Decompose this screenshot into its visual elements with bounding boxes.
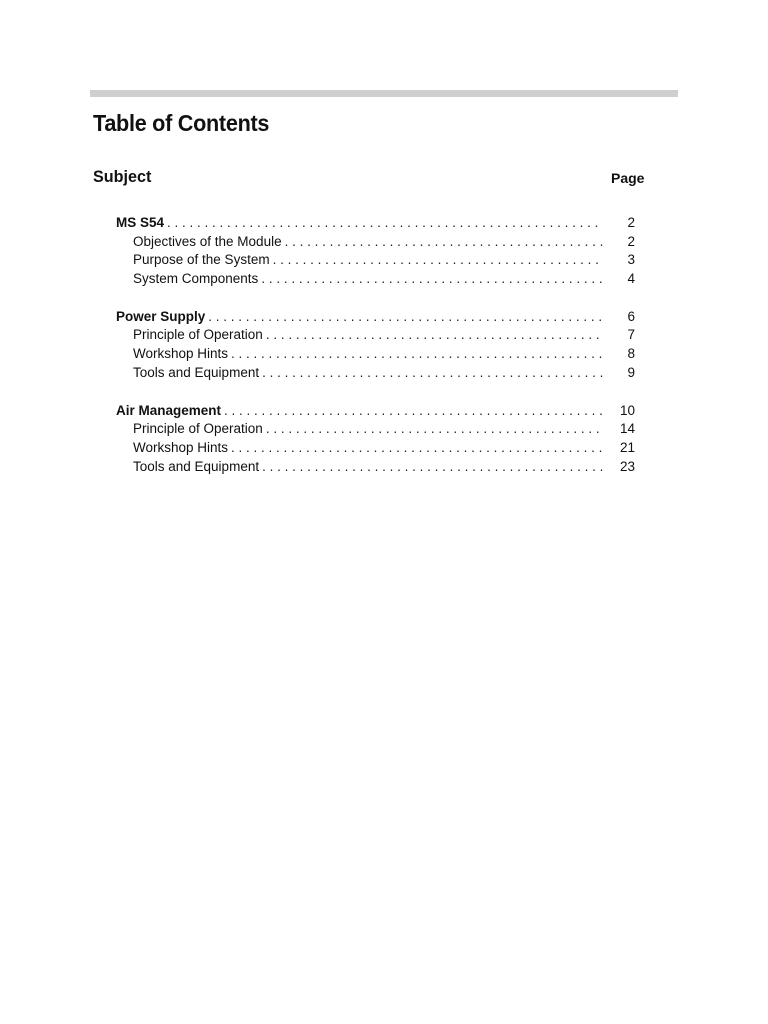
toc-entry-page: 2 [627,233,635,249]
table-of-contents [0,214,768,495]
toc-section-ms-s54 [0,214,768,289]
toc-entry-page: 9 [627,364,635,380]
toc-entry-label: Principle of Operation [133,421,263,437]
dot-leader [208,308,603,327]
dot-leader [266,326,603,345]
dot-leader [224,402,603,421]
toc-entry[interactable] [0,270,768,289]
toc-entry-label: Purpose of the System [133,252,270,268]
toc-entry[interactable] [0,308,768,327]
toc-entry[interactable] [0,345,768,364]
toc-entry-label: Air Management [116,402,222,418]
toc-entry[interactable] [0,251,768,270]
dot-leader [167,214,603,233]
toc-section-power-supply [0,308,768,383]
dot-leader [266,420,603,439]
toc-entry-page: 14 [619,421,635,437]
toc-entry[interactable] [0,233,768,252]
toc-entry-page: 7 [627,327,635,343]
dot-leader [262,364,603,383]
toc-entry[interactable] [0,439,768,458]
subject-column-header: Subject [93,167,152,186]
toc-entry-label: Workshop Hints [133,439,229,455]
dot-leader [231,345,603,364]
page-column-header: Page [611,170,645,186]
toc-entry[interactable] [0,420,768,439]
dot-leader [262,458,603,477]
dot-leader [261,270,603,289]
toc-entry[interactable] [0,364,768,383]
toc-entry-page: 3 [627,252,635,268]
toc-entry-label: Principle of Operation [133,327,263,343]
toc-entry-label: System Components [133,271,259,287]
toc-entry-page: 23 [619,458,635,474]
dot-leader [273,251,603,270]
dot-leader [285,233,603,252]
header-rule [90,90,678,97]
toc-entry-label: Power Supply [116,308,206,324]
toc-entry-label: Workshop Hints [133,346,229,362]
page-title: Table of Contents [93,110,270,136]
toc-entry-label: Tools and Equipment [133,458,260,474]
toc-entry-page: 10 [619,402,635,418]
toc-section-air-management [0,402,768,477]
toc-entry-label: Objectives of the Module [133,233,282,249]
dot-leader [231,439,603,458]
toc-entry-page: 4 [627,271,635,287]
toc-entry-label: MS S54 [116,215,165,230]
toc-entry-page: 21 [619,439,635,455]
toc-entry[interactable] [0,214,768,233]
toc-entry-page: 8 [627,346,635,362]
toc-entry[interactable] [0,402,768,421]
toc-entry-page: 6 [627,308,635,324]
toc-entry[interactable] [0,326,768,345]
toc-entry-label: Tools and Equipment [133,364,260,380]
toc-entry[interactable] [0,458,768,477]
toc-entry-page: 2 [627,215,635,230]
